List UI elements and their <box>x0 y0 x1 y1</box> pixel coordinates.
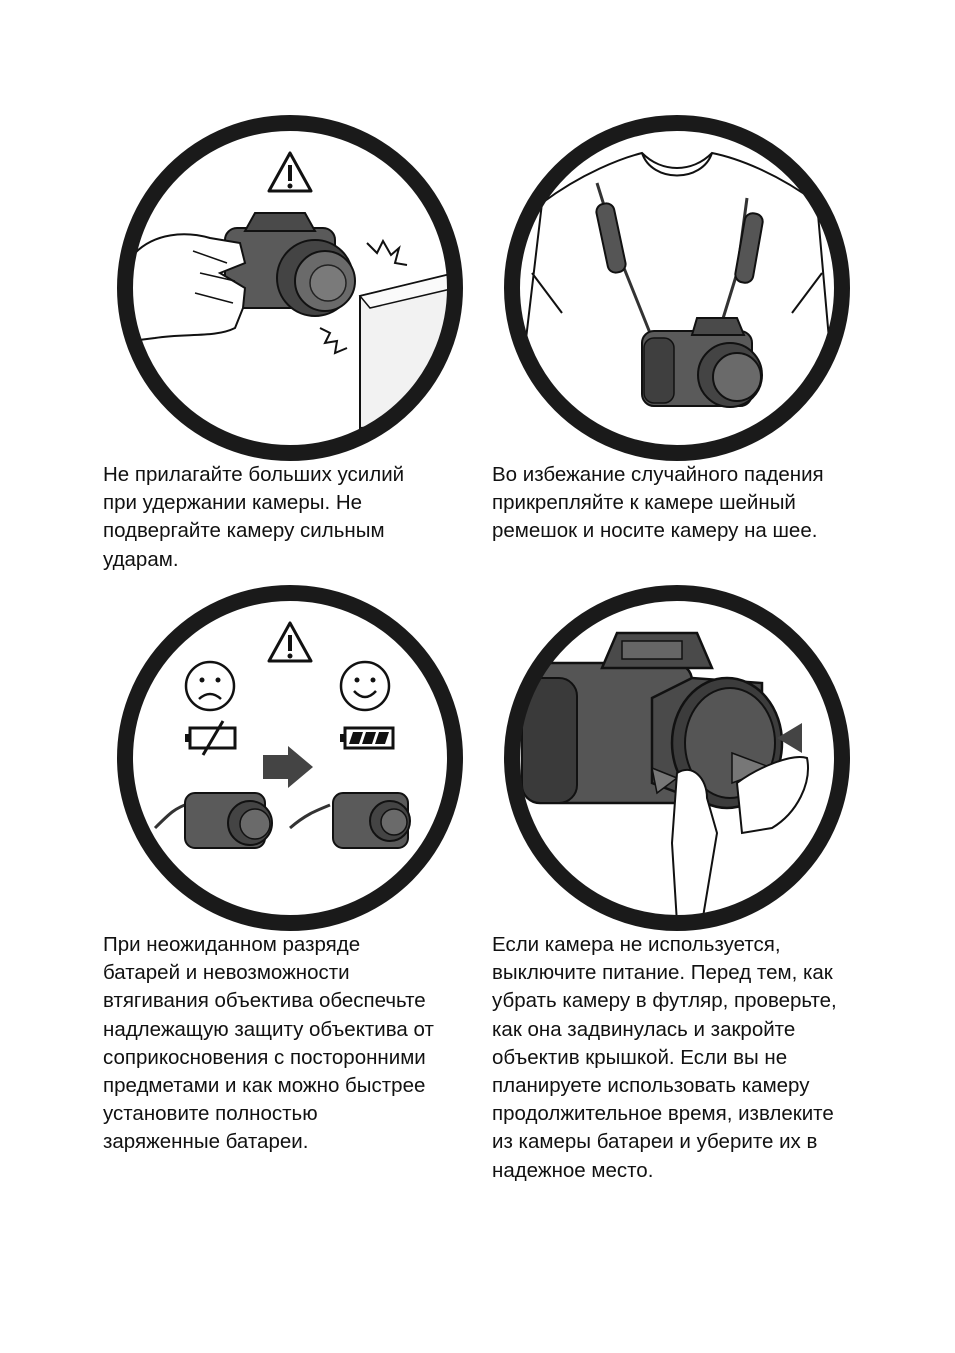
caption-line: надежное место. <box>492 1158 654 1182</box>
sad-face-icon <box>186 662 234 710</box>
person-wearing-camera-neck-strap-icon <box>502 113 852 463</box>
caption-lenscap <box>492 931 837 1185</box>
warning-icon <box>269 623 311 661</box>
caption-line: При неожиданном разряде <box>103 933 361 956</box>
caption-line: убрать камеру в футляр, проверьте, <box>492 989 837 1013</box>
warning-icon <box>269 153 311 191</box>
full-battery-icon <box>340 728 393 748</box>
caption-line: установите полностью <box>103 1102 318 1126</box>
caption-line: как она задвинулась и закройте <box>492 1017 796 1041</box>
caption-line: подвергайте камеру сильным <box>103 519 385 543</box>
caption-line: выключите питание. Перед тем, как <box>492 961 833 985</box>
caption-battery <box>103 931 434 1157</box>
caption-line: ударам. <box>103 547 179 571</box>
caption-line: из камеры батареи и уберите их в <box>492 1130 818 1154</box>
caption-strap <box>492 461 824 546</box>
caption-line: втягивания объектива обеспечьте <box>103 989 426 1013</box>
caption-grip <box>103 461 404 574</box>
caption-line: Во избежание случайного падения <box>492 463 824 486</box>
empty-battery-icon <box>185 721 235 755</box>
caption-line: ремешок и носите камеру на шее. <box>492 519 818 543</box>
arrow-right-icon <box>263 746 313 788</box>
caption-line: заряженные батареи. <box>103 1130 309 1154</box>
caption-line: батарей и невозможности <box>103 961 350 985</box>
battery-discharge-lens-protection-icon <box>115 583 465 933</box>
caption-line: объектив крышкой. Если вы не <box>492 1045 788 1069</box>
hand-holding-camera-hitting-box-icon <box>115 113 465 463</box>
caption-line: Если камера не используется, <box>492 933 781 956</box>
caption-line: при удержании камеры. Не <box>103 491 363 515</box>
caption-line: соприкосновения с посторонними <box>103 1045 426 1069</box>
happy-face-icon <box>341 662 389 710</box>
caption-line: Не прилагайте больших усилий <box>103 463 405 486</box>
caption-line: продолжительное время, извлеките <box>492 1102 834 1126</box>
caption-line: планируете использовать камеру <box>492 1074 810 1098</box>
caption-line: надлежащую защиту объектива от <box>103 1017 434 1041</box>
caption-line: предметами и как можно быстрее <box>103 1074 426 1098</box>
caption-line: прикрепляйте к камере шейный <box>492 491 796 515</box>
attaching-lens-cap-icon <box>502 583 852 933</box>
